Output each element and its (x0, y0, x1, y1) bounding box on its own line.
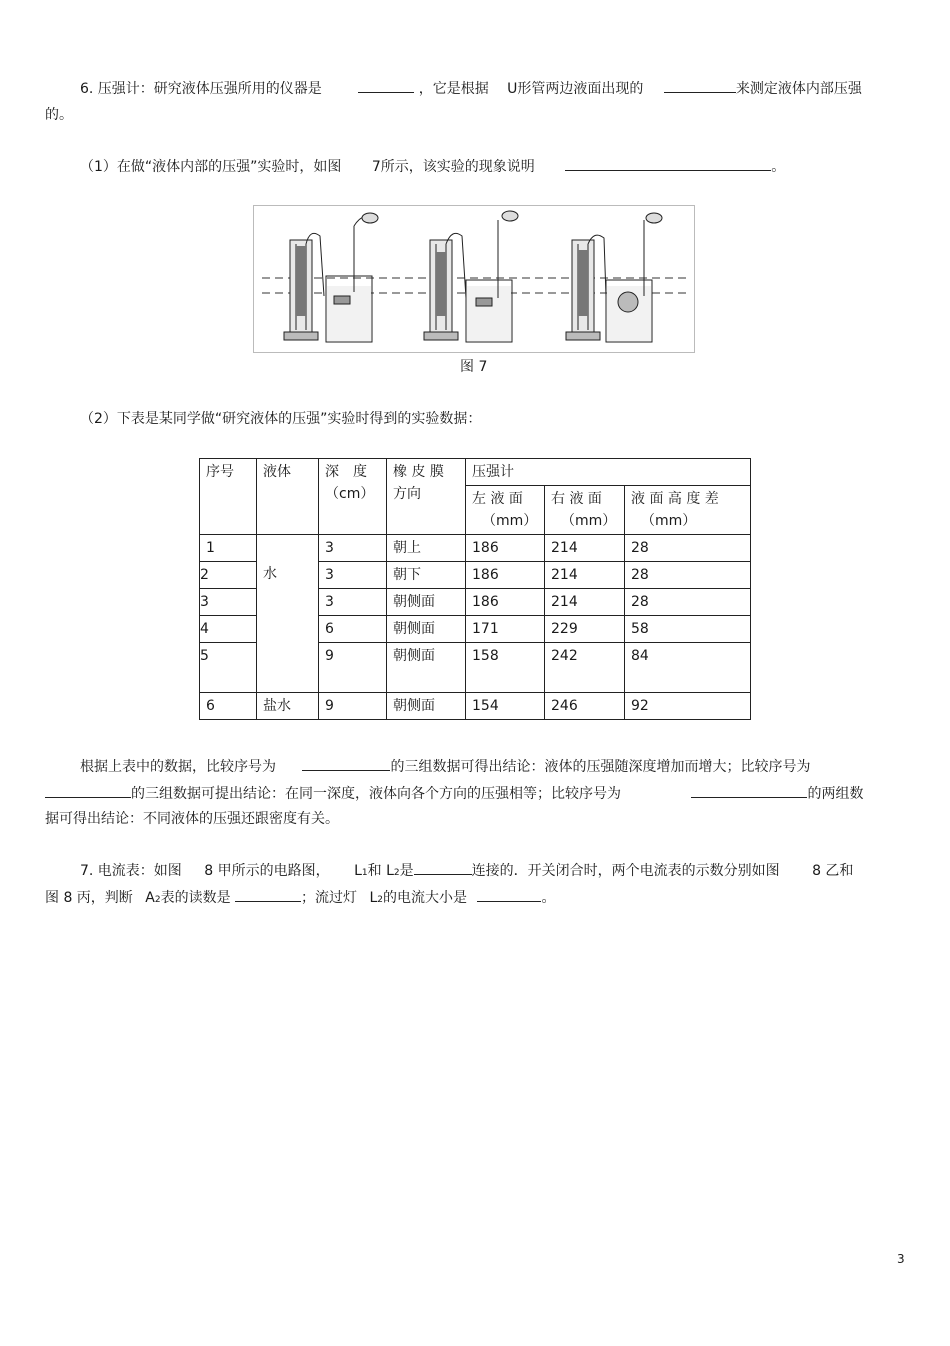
cell-index: 5 (200, 643, 257, 693)
cell-left: 158 (466, 643, 545, 693)
cell-direction: 朝上 (387, 535, 466, 562)
q7-text-1b: 8 甲所示的电路图， (204, 863, 330, 879)
q7-text-and: 和 (367, 863, 382, 879)
q7-a2-letter: A (145, 890, 155, 906)
cell-direction: 朝侧面 (387, 616, 466, 643)
q6-sub1-text-b: 7所示，该实验的现象说明 (371, 159, 535, 175)
q6-text-d: 来测定液体内部压强 (735, 81, 862, 97)
q6-sub1-blank[interactable] (565, 156, 771, 171)
q6-text-b: ，它是根据 (418, 81, 489, 97)
header-right-level (545, 486, 625, 535)
cell-direction: 朝侧面 (387, 643, 466, 693)
q7-text-2c: 表的读数是 (160, 890, 231, 906)
header-membrane (387, 459, 466, 535)
conclusion-line1 (80, 756, 810, 777)
header-left-level (466, 486, 545, 535)
cell-left: 171 (466, 616, 545, 643)
q7-l2ref-sub: 2 (377, 895, 384, 905)
q7-text-2d: ；流过灯 (301, 890, 358, 906)
cell-left: 186 (466, 589, 545, 616)
cell-liquid-brine: 盐水 (257, 693, 319, 720)
header-diff-label: 液 面 高 度 差 (631, 491, 719, 507)
q7-l2-lamp (386, 863, 400, 879)
conclusion-blank-2[interactable] (45, 783, 131, 798)
q7-line1 (80, 860, 853, 883)
q7-blank-connection[interactable] (414, 860, 472, 875)
q7-text-2a: 图 8 丙，判断 (45, 890, 133, 906)
q7-l2-lamp-ref (369, 890, 383, 906)
q6-sub2: （2）下表是某同学做“研究液体的压强”实验时得到的实验数据： (80, 411, 482, 427)
cell-diff: 84 (625, 643, 751, 693)
q7-text-1h: 8 乙和 (812, 863, 854, 879)
q7-blank-a2-reading[interactable] (235, 887, 301, 902)
figure-7-svg (254, 206, 694, 352)
q7-text-2g: 。 (541, 890, 556, 906)
cell-right: 229 (545, 616, 625, 643)
cell-diff: 92 (625, 693, 751, 720)
cell-diff: 28 (625, 562, 751, 589)
cell-diff: 58 (625, 616, 751, 643)
cell-depth: 3 (319, 535, 387, 562)
q7-a2-sub: 2 (154, 895, 161, 905)
header-height-diff (625, 486, 751, 535)
conclusion-line3: 据可得出结论：不同液体的压强还跟密度有关。 (45, 811, 339, 827)
header-depth-label: 深 度 (325, 464, 367, 480)
figure-7-pressure-gauge-illustration (253, 205, 695, 353)
q7-text-1g: 连接的．开关闭合时，两个电流表的示数分别如图 (471, 863, 780, 879)
header-diff-unit: （mm） (641, 513, 697, 529)
conclusion-text-2b: 的两组数 (807, 786, 864, 802)
header-left-label: 左 液 面 (472, 491, 523, 507)
header-depth-unit: （cm） (325, 486, 375, 502)
q7-a2-meter (145, 890, 160, 906)
cell-index: 4 (200, 616, 257, 643)
q6-sub1-text-a: （1）在做“液体内部的压强”实验时，如图 (80, 159, 342, 175)
q7-l2ref-letter: L (369, 890, 378, 906)
conclusion-text-1b: 的三组数据可得出结论：液体的压强随深度增加而增大；比较序号为 (390, 759, 811, 775)
q7-text-2f: 的电流大小是 (383, 890, 468, 906)
cell-right: 214 (545, 589, 625, 616)
q6-sub1 (80, 156, 785, 177)
q6-sub1-text-c: 。 (771, 159, 786, 175)
q6-text-a: 6. 压强计：研究液体压强所用的仪器是 (80, 81, 322, 97)
q7-l2-sub: 2 (393, 868, 400, 878)
cell-left: 186 (466, 535, 545, 562)
cell-index: 6 (200, 693, 257, 720)
q6-line1 (80, 78, 862, 99)
header-index: 序号 (200, 459, 257, 535)
conclusion-blank-3[interactable] (691, 783, 807, 798)
q6-blank-phenomenon[interactable] (664, 78, 736, 93)
header-depth (319, 459, 387, 535)
q6-text-c: U形管两边液面出现的 (507, 81, 644, 97)
header-gauge: 压强计 (466, 459, 751, 486)
conclusion-text-2a: 的三组数据可提出结论：在同一深度，液体向各个方向的压强相等；比较序号为 (131, 786, 621, 802)
cell-diff: 28 (625, 535, 751, 562)
table-header-row-1 (200, 459, 751, 486)
cell-index: 3 (200, 589, 257, 616)
header-right-label: 右 液 面 (551, 491, 602, 507)
q7-text-is: 是 (399, 863, 414, 879)
q7-line2 (45, 887, 555, 910)
experiment-data-table (199, 458, 751, 720)
header-liquid: 液体 (257, 459, 319, 535)
cell-depth: 3 (319, 589, 387, 616)
q7-blank-l2-current[interactable] (477, 887, 541, 902)
cell-depth: 3 (319, 562, 387, 589)
q7-l1-sub: 1 (361, 868, 368, 878)
cell-depth: 6 (319, 616, 387, 643)
page-number: 3 (897, 1252, 905, 1266)
cell-direction: 朝下 (387, 562, 466, 589)
cell-index: 2 (200, 562, 257, 589)
cell-direction: 朝侧面 (387, 693, 466, 720)
conclusion-blank-1[interactable] (302, 756, 390, 771)
cell-index: 1 (200, 535, 257, 562)
header-right-unit: （mm） (561, 513, 617, 529)
cell-liquid-water: 水 (257, 535, 319, 693)
cell-direction: 朝侧面 (387, 589, 466, 616)
header-membrane-label: 橡 皮 膜 (393, 464, 444, 480)
cell-diff: 28 (625, 589, 751, 616)
header-left-unit: （mm） (482, 513, 538, 529)
conclusion-line2 (45, 783, 863, 804)
q7-l1-lamp (354, 863, 368, 879)
q6-line2: 的。 (45, 107, 73, 123)
q7-text-1a: 7. 电流表：如图 (80, 863, 182, 879)
header-membrane-label-2: 方向 (393, 486, 421, 502)
table-row (200, 693, 751, 720)
cell-right: 214 (545, 562, 625, 589)
cell-right: 246 (545, 693, 625, 720)
conclusion-text-1a: 根据上表中的数据，比较序号为 (80, 759, 276, 775)
cell-right: 214 (545, 535, 625, 562)
cell-left: 154 (466, 693, 545, 720)
cell-depth: 9 (319, 643, 387, 693)
cell-depth: 9 (319, 693, 387, 720)
cell-right: 242 (545, 643, 625, 693)
cell-left: 186 (466, 562, 545, 589)
apparatus-2 (424, 211, 518, 342)
q7-l2-letter: L (386, 863, 394, 879)
table-row (200, 535, 751, 562)
q7-l1-letter: L (354, 863, 362, 879)
figure-7-caption: 图 7 (460, 359, 488, 375)
q6-blank-instrument[interactable] (358, 78, 414, 93)
